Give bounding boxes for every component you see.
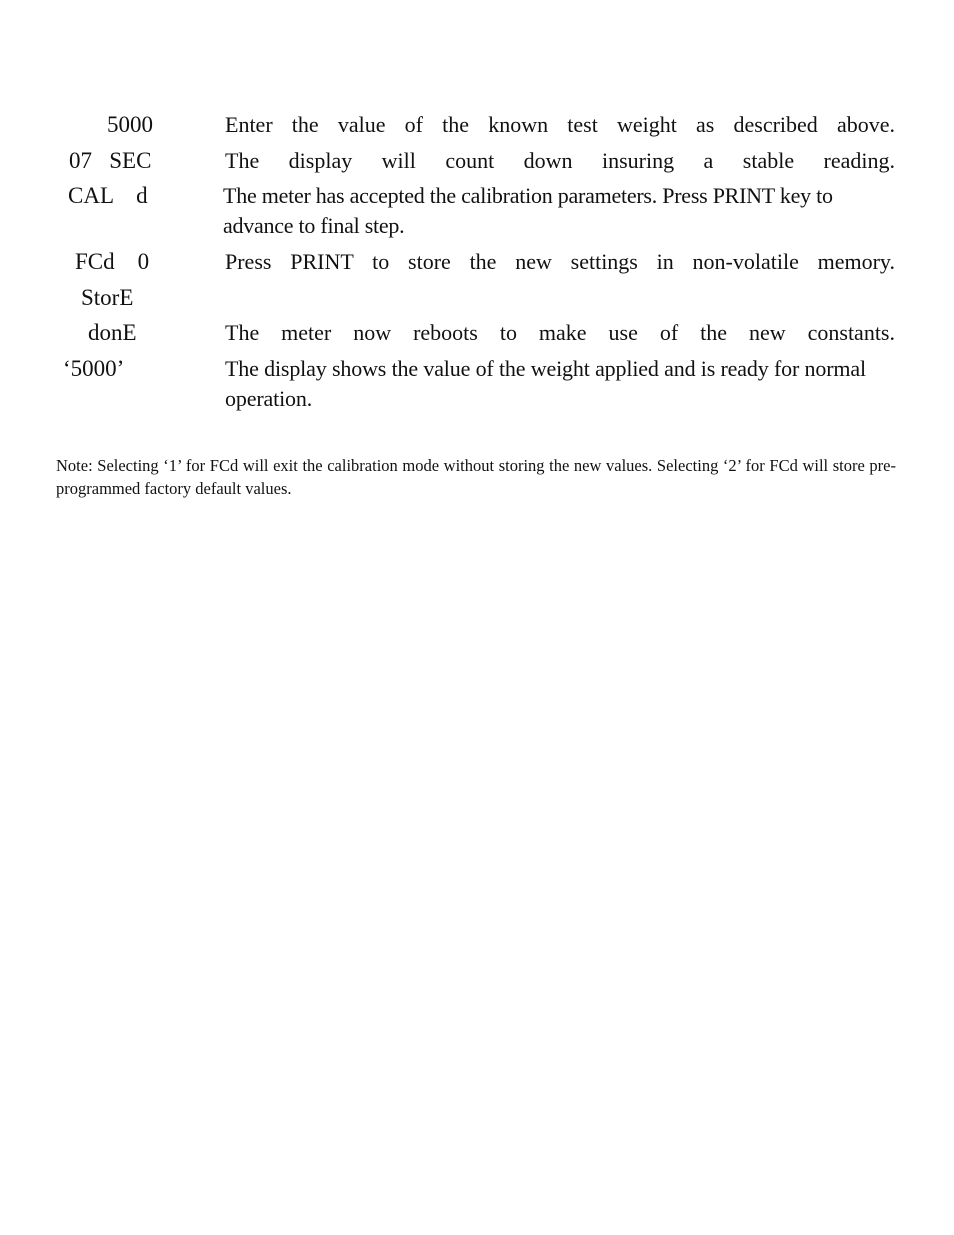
display-readout: StorE (81, 285, 134, 310)
calibration-note: Note: Selecting ‘1’ for FCd will exit the calibration mode without storing the new values. Selecting ‘2’ for FCd will store pre-programmed factory default values. (56, 456, 896, 498)
display-readout: 07 SEC (69, 148, 152, 173)
display-readout: FCd 0 (75, 249, 150, 274)
display-readout: 5000 (107, 112, 153, 137)
step-description: Enter the value of the known test weight as described above. (225, 112, 895, 137)
display-readout: ‘5000’ (63, 356, 125, 381)
step-description: The display will count down insuring a stable reading. (225, 148, 895, 173)
step-description: The meter has accepted the calibration parameters. Press PRINT key to advance to final step. (223, 183, 833, 238)
step-description: Press PRINT to store the new settings in non-volatile memory. (225, 249, 895, 274)
display-readout: CAL d (68, 183, 148, 208)
step-description: The display shows the value of the weight applied and is ready for normal operation. (225, 356, 866, 411)
step-description: The meter now reboots to make use of the new constants. (225, 320, 895, 345)
display-readout: donE (88, 320, 137, 345)
